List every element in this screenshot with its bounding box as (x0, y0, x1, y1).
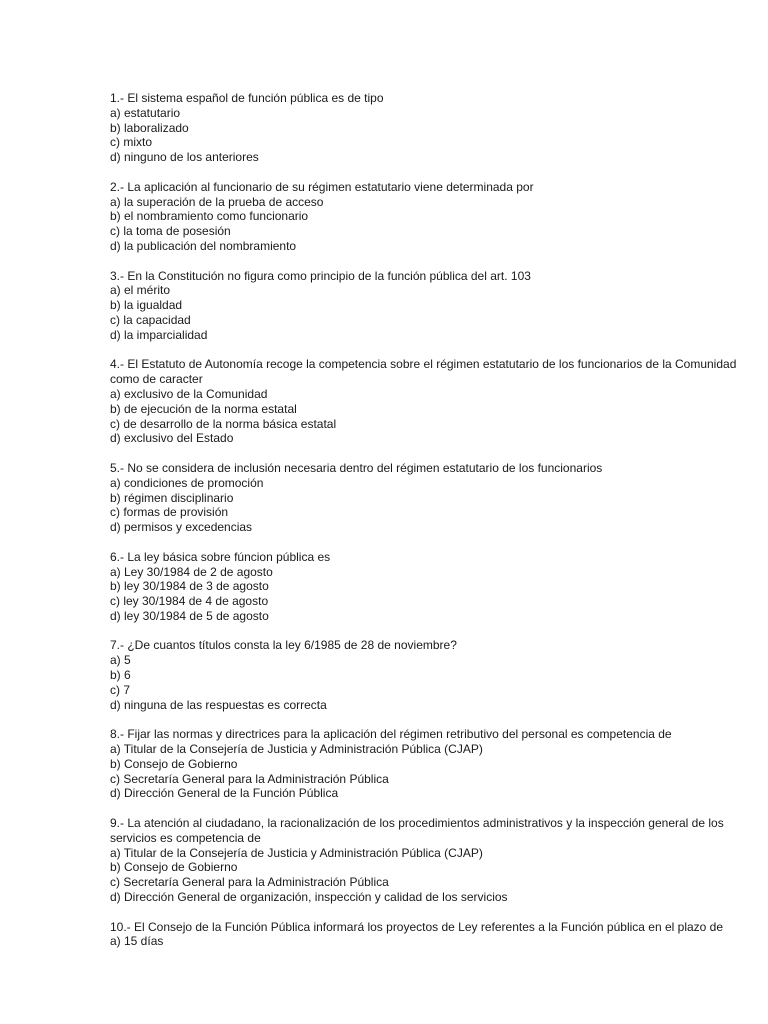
question-text: 6.- La ley básica sobre fúncion pública es (110, 549, 331, 564)
question-text: 2.- La aplicación al funcionario de su régimen estatutario viene determinada por (110, 179, 534, 194)
answer-option: d) ninguna de las respuestas es correcta (110, 697, 327, 712)
question-5 (110, 461, 750, 535)
answer-option: d) exclusivo del Estado (110, 431, 234, 446)
answer-option: a) estatutario (110, 105, 181, 120)
question-text: 1.- El sistema español de función pública es de tipo (110, 91, 384, 105)
answer-option: c) la toma de posesión (110, 224, 231, 239)
question-6 (110, 550, 750, 624)
answer-option: b) el nombramiento como funcionario (110, 209, 309, 224)
answer-option: d) Dirección General de organización, inspección y calidad de los servicios (110, 890, 508, 905)
question-text: 8.- Fijar las normas y directrices para la aplicación del régimen retributivo del personal es competencia de (110, 727, 672, 742)
answer-option: a) Titular de la Consejería de Justicia y Administración Pública (CJAP) (110, 742, 483, 757)
answer-option: c) la capacidad (110, 312, 191, 327)
answer-option: c) formas de provisión (110, 505, 229, 520)
answer-option: c) ley 30/1984 de 4 de agosto (110, 594, 269, 609)
question-text: 3.- En la Constitución no figura como principio de la función pública del art. 103 (110, 268, 531, 283)
answer-option: d) ley 30/1984 de 5 de agosto (110, 608, 269, 623)
answer-option: a) exclusivo de la Comunidad (110, 386, 268, 401)
question-text: 4.- El Estatuto de Autonomía recoge la competencia sobre el régimen estatutario de los funcionarios de la Comunidad como de caracter (110, 357, 737, 387)
question-3 (110, 269, 750, 343)
answer-option: c) Secretaría General para la Administración Pública (110, 771, 389, 786)
answer-option: d) ninguno de los anteriores (110, 150, 259, 165)
answer-option: b) la igualdad (110, 298, 183, 313)
answer-option: b) 6 (110, 668, 131, 683)
answer-option: a) Titular de la Consejería de Justicia y Administración Pública (CJAP) (110, 845, 483, 860)
answer-option: a) el mérito (110, 283, 171, 298)
document-body (110, 91, 750, 964)
answer-option: b) Consejo de Gobierno (110, 756, 238, 771)
question-1 (110, 91, 750, 165)
answer-option: c) de desarrollo de la norma básica estatal (110, 416, 337, 431)
question-text: 9.- La atención al ciudadano, la racionalización de los procedimientos administrativos y la inspección general de los servicios es competencia de (110, 816, 724, 845)
answer-option: d) la imparcialidad (110, 327, 208, 342)
question-7 (110, 638, 750, 712)
answer-option: a) 15 días (110, 934, 164, 949)
question-8 (110, 727, 750, 801)
question-text: 10.- El Consejo de la Función Pública informará los proyectos de Ley referentes a la Función pública en el plazo de (110, 919, 724, 934)
answer-option: b) laboralizado (110, 120, 189, 135)
answer-option: d) la publicación del nombramiento (110, 238, 297, 253)
question-text: 5.- No se considera de inclusión necesaria dentro del régimen estatutario de los funcionarios (110, 460, 603, 475)
answer-option: b) de ejecución de la norma estatal (110, 401, 297, 416)
answer-option: d) Dirección General de la Función Pública (110, 786, 339, 801)
question-text: 7.- ¿De cuantos títulos consta la ley 6/1985 de 28 de noviembre? (110, 638, 457, 653)
answer-option: d) permisos y excedencias (110, 520, 253, 535)
question-10 (110, 920, 750, 950)
answer-option: b) régimen disciplinario (110, 490, 234, 505)
answer-option: a) la superación de la prueba de acceso (110, 194, 324, 209)
answer-option: b) ley 30/1984 de 3 de agosto (110, 579, 269, 594)
answer-option: c) 7 (110, 682, 131, 697)
answer-option: b) Consejo de Gobierno (110, 860, 238, 875)
question-4 (110, 357, 750, 446)
question-2 (110, 180, 750, 254)
answer-option: c) Secretaría General para la Administración Pública (110, 875, 389, 890)
answer-option: a) condiciones de promoción (110, 475, 264, 490)
answer-option: a) Ley 30/1984 de 2 de agosto (110, 564, 273, 579)
answer-option: c) mixto (110, 135, 152, 150)
answer-option: a) 5 (110, 653, 131, 668)
question-9 (110, 816, 750, 905)
